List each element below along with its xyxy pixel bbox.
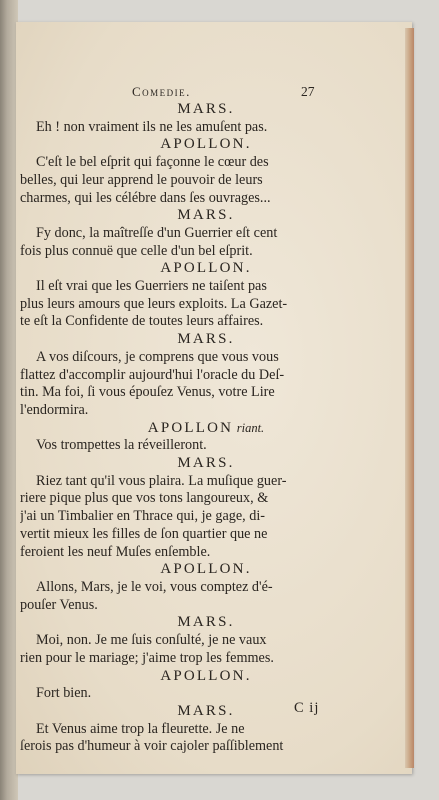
play-text — [20, 101, 392, 756]
text-line: Allons, Mars, je le voi, vous comptez d'é- — [36, 578, 273, 595]
speaker-name: APOLLON — [147, 419, 234, 436]
text-line: Fy donc, la maîtreſſe d'un Guerrier eſt cent — [36, 224, 278, 241]
page-number: 27 — [301, 84, 315, 99]
text-line: plus leurs amours que leurs exploits. La Gazet- — [20, 295, 288, 312]
text-line: Vos trompettes la réveilleront. — [36, 437, 207, 454]
text-line: riere pique plus que vos tons langoureux, & — [20, 490, 269, 507]
speaker-name: MARS. — [177, 331, 235, 348]
text-line: Moi, non. Je me ſuis conſulté, je ne vaux — [36, 632, 267, 649]
text-line: te eſt la Confidente de toutes leurs affaires. — [20, 313, 264, 330]
text-line: Il eſt vrai que les Guerriers ne taiſent pas — [36, 278, 267, 295]
text-line: ſerois pas d'humeur à voir cajoler paſſiblement — [20, 738, 284, 755]
page-fore-edge — [405, 28, 414, 768]
text-line: C'eſt le bel eſprit qui façonne le cœur des — [36, 154, 269, 171]
speaker-name: APOLLON. — [160, 561, 252, 578]
speaker-name: MARS. — [177, 101, 235, 117]
text-line: Eh ! non vraiment ils ne les amuſent pas. — [36, 118, 268, 135]
text-line: flattez d'accomplir aujourd'hui l'oracle du Deſ- — [20, 366, 285, 383]
text-line: charmes, qui les célébre dans ſes ouvrages... — [20, 189, 271, 206]
text-line: vertit mieux les filles de ſon quartier que ne — [20, 525, 268, 542]
text-line: j'ai un Timbalier en Thrace qui, je gage, di- — [20, 508, 265, 525]
stage-direction: riant. — [236, 420, 265, 435]
text-line: l'endormira. — [20, 401, 89, 418]
speaker-name: APOLLON. — [160, 136, 252, 153]
text-line: Et Venus aime trop la fleurette. Je ne — [36, 720, 245, 737]
running-head-title: Comedie. — [132, 84, 191, 99]
speaker-name: MARS. — [177, 702, 235, 719]
text-line: belles, qui leur apprend le pouvoir de leurs — [20, 171, 263, 188]
text-line: Riez tant qu'il vous plaira. La muſique guer- — [36, 472, 287, 489]
speaker-name: MARS. — [177, 455, 235, 472]
text-line: rien pour le mariage; j'aime trop les femmes. — [20, 649, 274, 666]
signature-mark: C ij — [294, 700, 320, 716]
text-line: pouſer Venus. — [20, 596, 98, 613]
text-line: tin. Ma foi, ſi vous épouſez Venus, votre Lire — [20, 384, 275, 401]
speaker-name: APOLLON. — [160, 260, 252, 277]
speaker-name: MARS. — [177, 207, 235, 224]
speaker-name: APOLLON. — [160, 667, 252, 684]
text-line: feroient les neuf Muſes enſemble. — [20, 543, 211, 560]
text-line: Fort bien. — [36, 685, 92, 702]
text-line: A vos diſcours, je comprens que vous vous — [36, 348, 279, 365]
speaker-with-stage-direction — [20, 420, 392, 438]
speaker-name: MARS. — [177, 614, 235, 631]
text-line: fois plus connuë que celle d'un bel eſprit. — [20, 242, 253, 259]
